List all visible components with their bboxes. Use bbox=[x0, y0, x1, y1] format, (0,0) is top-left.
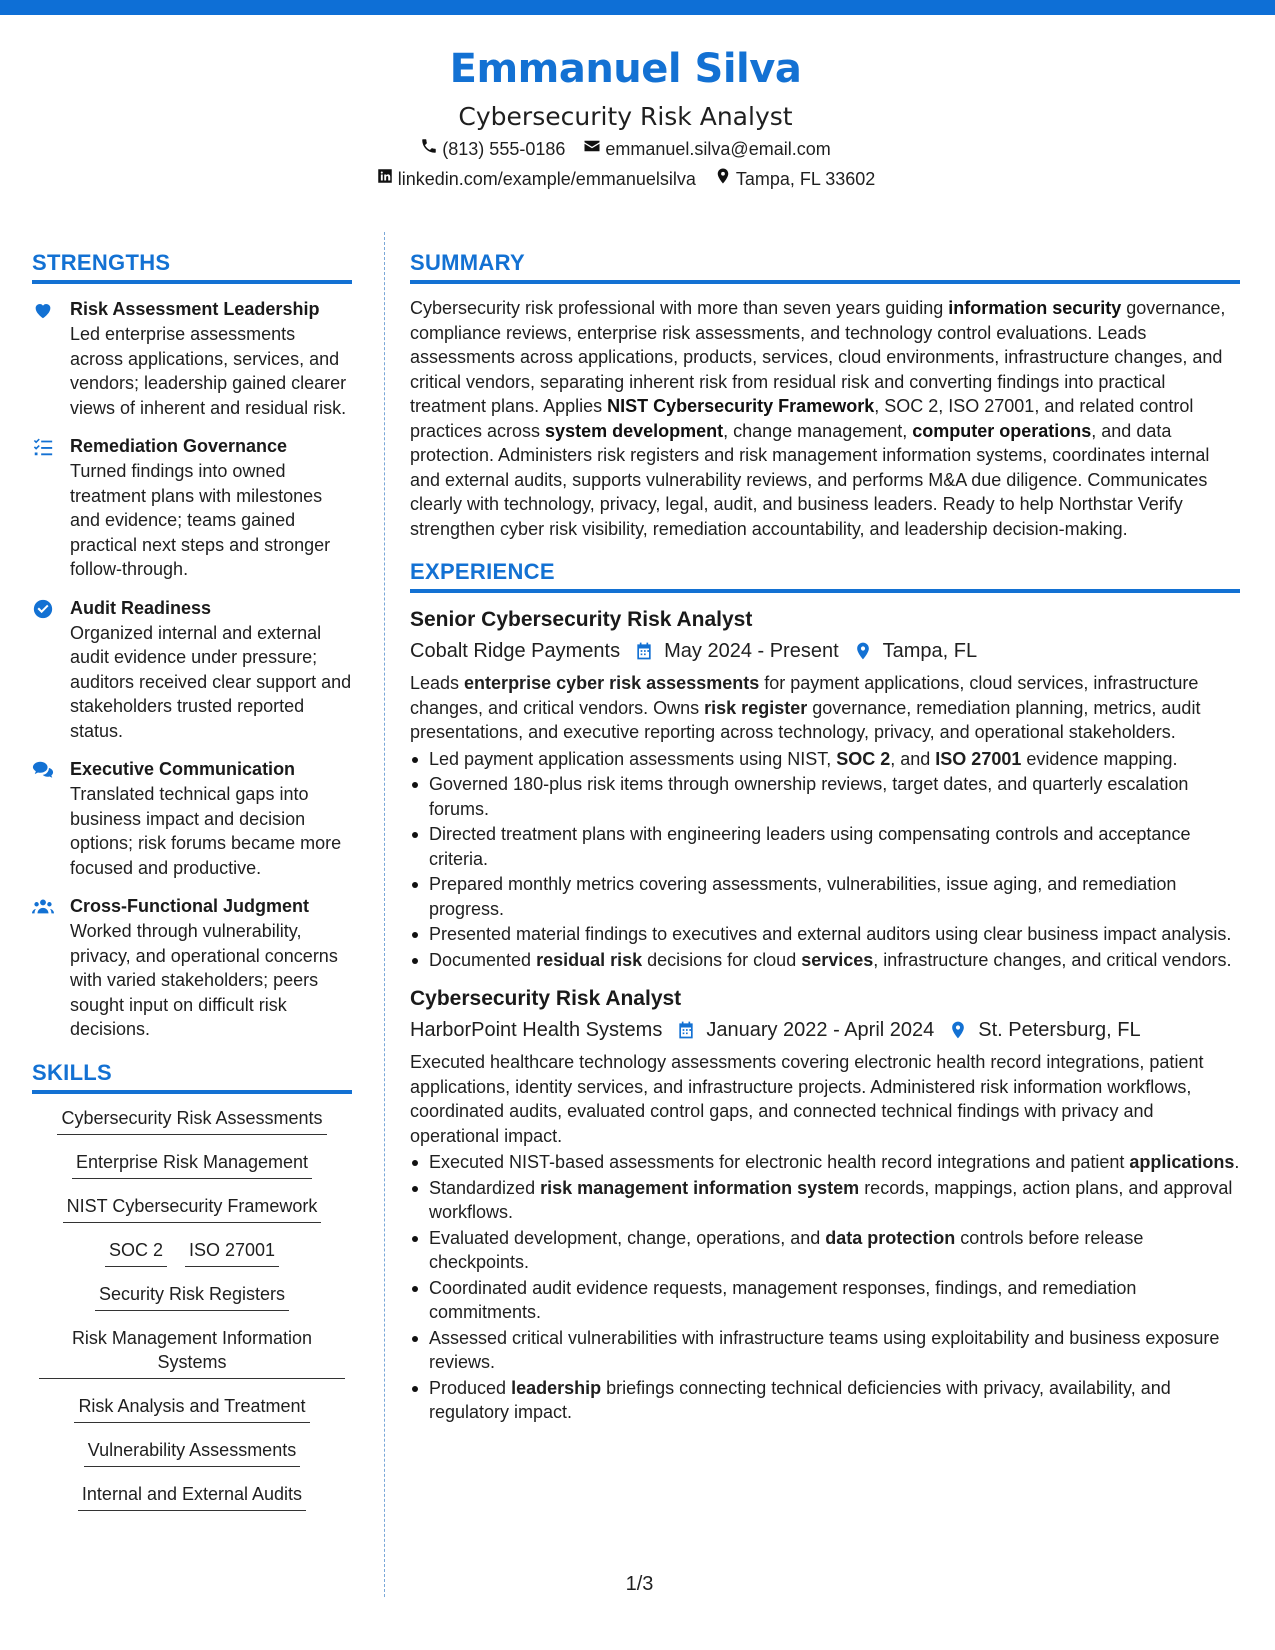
left-column bbox=[32, 246, 352, 1526]
phone-text[interactable]: (813) 555-0186 bbox=[442, 139, 566, 159]
strength-item bbox=[32, 433, 352, 582]
linkedin-text[interactable]: linkedin.com/example/emmanuelsilva bbox=[397, 169, 696, 189]
phone-contact bbox=[420, 134, 565, 164]
strength-item bbox=[32, 296, 352, 420]
candidate-name: Emmanuel Silva bbox=[449, 46, 802, 92]
text-run: Led payment application assessments using NIST, bbox=[429, 748, 837, 769]
text-run: Executed NIST-based assessments for electronic health record integrations and patient bbox=[429, 1152, 1130, 1172]
right-column bbox=[410, 246, 1240, 1437]
text-run: Leads bbox=[410, 673, 465, 693]
bold-text: ISO 27001 bbox=[935, 748, 1022, 769]
top-accent-bar bbox=[0, 0, 1275, 15]
skill-tag: Vulnerability Assessments bbox=[84, 1438, 300, 1467]
strength-desc: Organized internal and external audit evidence under pressure; auditors received clear support and stakeholders trusted reported status. bbox=[70, 622, 352, 741]
skill-tag: Security Risk Registers bbox=[95, 1282, 289, 1311]
text-run: Produced bbox=[429, 1377, 512, 1398]
company-name: Cobalt Ridge Payments bbox=[410, 640, 621, 662]
skill-tag: Risk Management Information Systems bbox=[39, 1326, 345, 1379]
job-dates: May 2024 - Present bbox=[664, 640, 839, 662]
email-text[interactable]: emmanuel.silva@email.com bbox=[605, 139, 831, 159]
phone-icon bbox=[420, 134, 438, 164]
job-location: Tampa, FL bbox=[882, 640, 978, 662]
job-bullets bbox=[410, 747, 1240, 973]
bullet-item bbox=[410, 1326, 1240, 1375]
text-run: , and bbox=[890, 748, 936, 769]
heart-icon bbox=[32, 308, 54, 325]
bold-text: leadership bbox=[511, 1377, 602, 1398]
bold-text: computer operations bbox=[912, 420, 1092, 441]
job-bullets bbox=[410, 1150, 1240, 1425]
skills-list bbox=[32, 1106, 352, 1511]
email-contact bbox=[583, 134, 830, 164]
bullet-item bbox=[410, 1176, 1240, 1225]
bullet-item bbox=[410, 948, 1240, 973]
bullet-item bbox=[410, 1276, 1240, 1325]
contact-row-2 bbox=[0, 164, 1275, 194]
job-title: Senior Cybersecurity Risk Analyst bbox=[410, 608, 753, 631]
bullet-item bbox=[410, 747, 1240, 772]
summary-text bbox=[410, 296, 1240, 541]
strengths-heading: STRENGTHS bbox=[32, 246, 352, 284]
bullet-item bbox=[410, 1226, 1240, 1275]
text-run: , and data protection. Administers risk registers and risk management information systems, coordinates internal and external audits, supports vulnerability reviews, and performs M&A due diligence. Communicates clearly with technology, privacy, legal, audit, and business leaders. Ready to help Northstar Verify strengthen cyber risk visibility, remediation accountability, and leadership decision-making. bbox=[410, 420, 1210, 539]
bold-text: applications bbox=[1129, 1152, 1235, 1172]
bold-text: SOC 2 bbox=[836, 748, 891, 769]
page-number: 1/3 bbox=[625, 1573, 654, 1595]
strength-title: Cross-Functional Judgment bbox=[70, 896, 310, 916]
bold-text: data protection bbox=[825, 1227, 956, 1248]
bold-text: NIST Cybersecurity Framework bbox=[607, 396, 875, 416]
summary-heading: SUMMARY bbox=[410, 246, 1240, 284]
job-location: St. Petersburg, FL bbox=[978, 1019, 1141, 1041]
text-run: Cybersecurity risk professional with more than seven years guiding bbox=[410, 298, 949, 318]
skill-tag: ISO 27001 bbox=[185, 1238, 279, 1267]
text-run: , SOC 2, ISO 27001, and related control practices across bbox=[410, 396, 1194, 441]
bullet-item bbox=[410, 1376, 1240, 1425]
strength-desc: Led enterprise assessments across applications, services, and vendors; leadership gained clearer views of inherent and residual risk. bbox=[70, 324, 347, 418]
skill-tag: Risk Analysis and Treatment bbox=[74, 1394, 309, 1423]
map-pin-icon bbox=[714, 164, 732, 194]
bullet-item bbox=[410, 822, 1240, 871]
strength-title: Executive Communication bbox=[70, 759, 296, 779]
text-run: for payment applications, cloud services, infrastructure changes, and critical vendors. Owns bbox=[410, 673, 1199, 718]
bullet-item bbox=[410, 872, 1240, 921]
skill-tag: NIST Cybersecurity Framework bbox=[63, 1194, 322, 1223]
strength-item bbox=[32, 893, 352, 1042]
job-meta bbox=[410, 635, 1240, 667]
text-run: records, mappings, action plans, and approval workflows. bbox=[429, 1177, 1233, 1222]
strength-item bbox=[32, 756, 352, 880]
bold-text: information security bbox=[948, 298, 1122, 318]
resume-header bbox=[0, 38, 1275, 194]
text-run: Documented bbox=[429, 949, 537, 970]
text-run: , change management, bbox=[723, 420, 913, 441]
bold-text: residual risk bbox=[536, 949, 643, 970]
strength-desc: Worked through vulnerability, privacy, and operational concerns with varied stakeholders; peers sought input on difficult risk decisions. bbox=[70, 921, 338, 1039]
column-divider bbox=[384, 232, 385, 1597]
bullet-item bbox=[410, 772, 1240, 821]
text-run: Governed 180-plus risk items through ownership reviews, target dates, and quarterly escalation forums. bbox=[429, 774, 1189, 819]
text-run: governance, compliance reviews, enterprise risk assessments, and technology control evaluations. Leads assessments across applications, products, services, cloud environments, infrastructure changes, and critical vendors, separating inherent risk from residual risk and converting findings into practical treatment plans. Applies bbox=[410, 298, 1226, 416]
text-run: Coordinated audit evidence requests, management responses, findings, and remediation commitments. bbox=[429, 1277, 1137, 1322]
text-run: controls before release checkpoints. bbox=[429, 1227, 1144, 1272]
company-name: HarborPoint Health Systems bbox=[410, 1019, 663, 1041]
users-icon bbox=[32, 905, 54, 922]
strength-item bbox=[32, 595, 352, 744]
bullet-item bbox=[410, 922, 1240, 947]
experience-heading: EXPERIENCE bbox=[410, 555, 1240, 593]
text-run: Prepared monthly metrics covering assessments, vulnerabilities, issue aging, and remediation progress. bbox=[429, 874, 1177, 919]
strength-title: Audit Readiness bbox=[70, 597, 212, 618]
chat-bubbles-icon bbox=[32, 768, 54, 785]
text-run: Standardized bbox=[429, 1177, 541, 1198]
contact-row-1 bbox=[0, 134, 1275, 164]
bold-text: risk management information system bbox=[540, 1177, 860, 1198]
strength-desc: Translated technical gaps into business impact and decision options; risk forums became more focused and productive. bbox=[70, 784, 342, 878]
skill-tag: SOC 2 bbox=[105, 1238, 167, 1267]
location-text: Tampa, FL 33602 bbox=[735, 169, 876, 189]
job-meta bbox=[410, 1014, 1240, 1046]
job-description bbox=[410, 1050, 1240, 1148]
job-title: Cybersecurity Risk Analyst bbox=[410, 987, 682, 1010]
text-run: Presented material findings to executives and external auditors using clear business impact analysis. bbox=[429, 924, 1232, 944]
linkedin-contact bbox=[376, 164, 696, 194]
map-pin-icon bbox=[948, 1020, 968, 1040]
job-entry bbox=[410, 605, 1240, 972]
bold-text: enterprise cyber risk assessments bbox=[464, 673, 760, 693]
text-run: Directed treatment plans with engineering leaders using compensating controls and acceptance criteria. bbox=[429, 824, 1191, 869]
location-contact bbox=[714, 164, 875, 194]
skill-tag: Cybersecurity Risk Assessments bbox=[57, 1106, 326, 1135]
job-description bbox=[410, 671, 1240, 745]
text-run: Executed healthcare technology assessments covering electronic health record integrations, patient applications, identity services, and infrastructure projects. Administered risk information workflows, coordinated audits, evaluated control gaps, and connected technical findings with privacy and operational impact. bbox=[410, 1052, 1204, 1146]
skills-heading: SKILLS bbox=[32, 1056, 352, 1094]
skill-tag: Enterprise Risk Management bbox=[72, 1150, 312, 1179]
skill-tag: Internal and External Audits bbox=[78, 1482, 306, 1511]
text-run: , infrastructure changes, and critical vendors. bbox=[873, 949, 1232, 970]
text-run: decisions for cloud bbox=[642, 949, 802, 970]
bullet-item bbox=[410, 1150, 1240, 1175]
job-dates: January 2022 - April 2024 bbox=[706, 1019, 935, 1041]
candidate-title: Cybersecurity Risk Analyst bbox=[458, 102, 793, 131]
strength-desc: Turned findings into owned treatment plans with milestones and evidence; teams gained practical next steps and stronger follow-through. bbox=[70, 461, 331, 579]
text-run: briefings connecting technical deficiencies with privacy, availability, and regulatory impact. bbox=[429, 1377, 1171, 1422]
bold-text: system development bbox=[545, 420, 724, 441]
calendar-icon bbox=[676, 1020, 696, 1040]
checklist-icon bbox=[32, 445, 54, 462]
text-run: . bbox=[1234, 1152, 1240, 1172]
linkedin-icon bbox=[376, 164, 394, 194]
map-pin-icon bbox=[853, 641, 873, 661]
strength-title: Risk Assessment Leadership bbox=[70, 299, 320, 319]
text-run: Assessed critical vulnerabilities with infrastructure teams using exploitability and business exposure reviews. bbox=[429, 1327, 1220, 1372]
text-run: Evaluated development, change, operations, and bbox=[429, 1227, 826, 1248]
strength-title: Remediation Governance bbox=[70, 436, 288, 456]
text-run: evidence mapping. bbox=[1021, 748, 1178, 769]
text-run: governance, remediation planning, metrics, audit presentations, and executive reporting across technology, privacy, and operational stakeholders. bbox=[410, 697, 1201, 742]
envelope-icon bbox=[583, 134, 601, 164]
check-circle-icon bbox=[32, 607, 54, 624]
bold-text: risk register bbox=[704, 697, 808, 718]
bold-text: services bbox=[801, 949, 874, 970]
calendar-icon bbox=[634, 641, 654, 661]
job-entry bbox=[410, 984, 1240, 1425]
